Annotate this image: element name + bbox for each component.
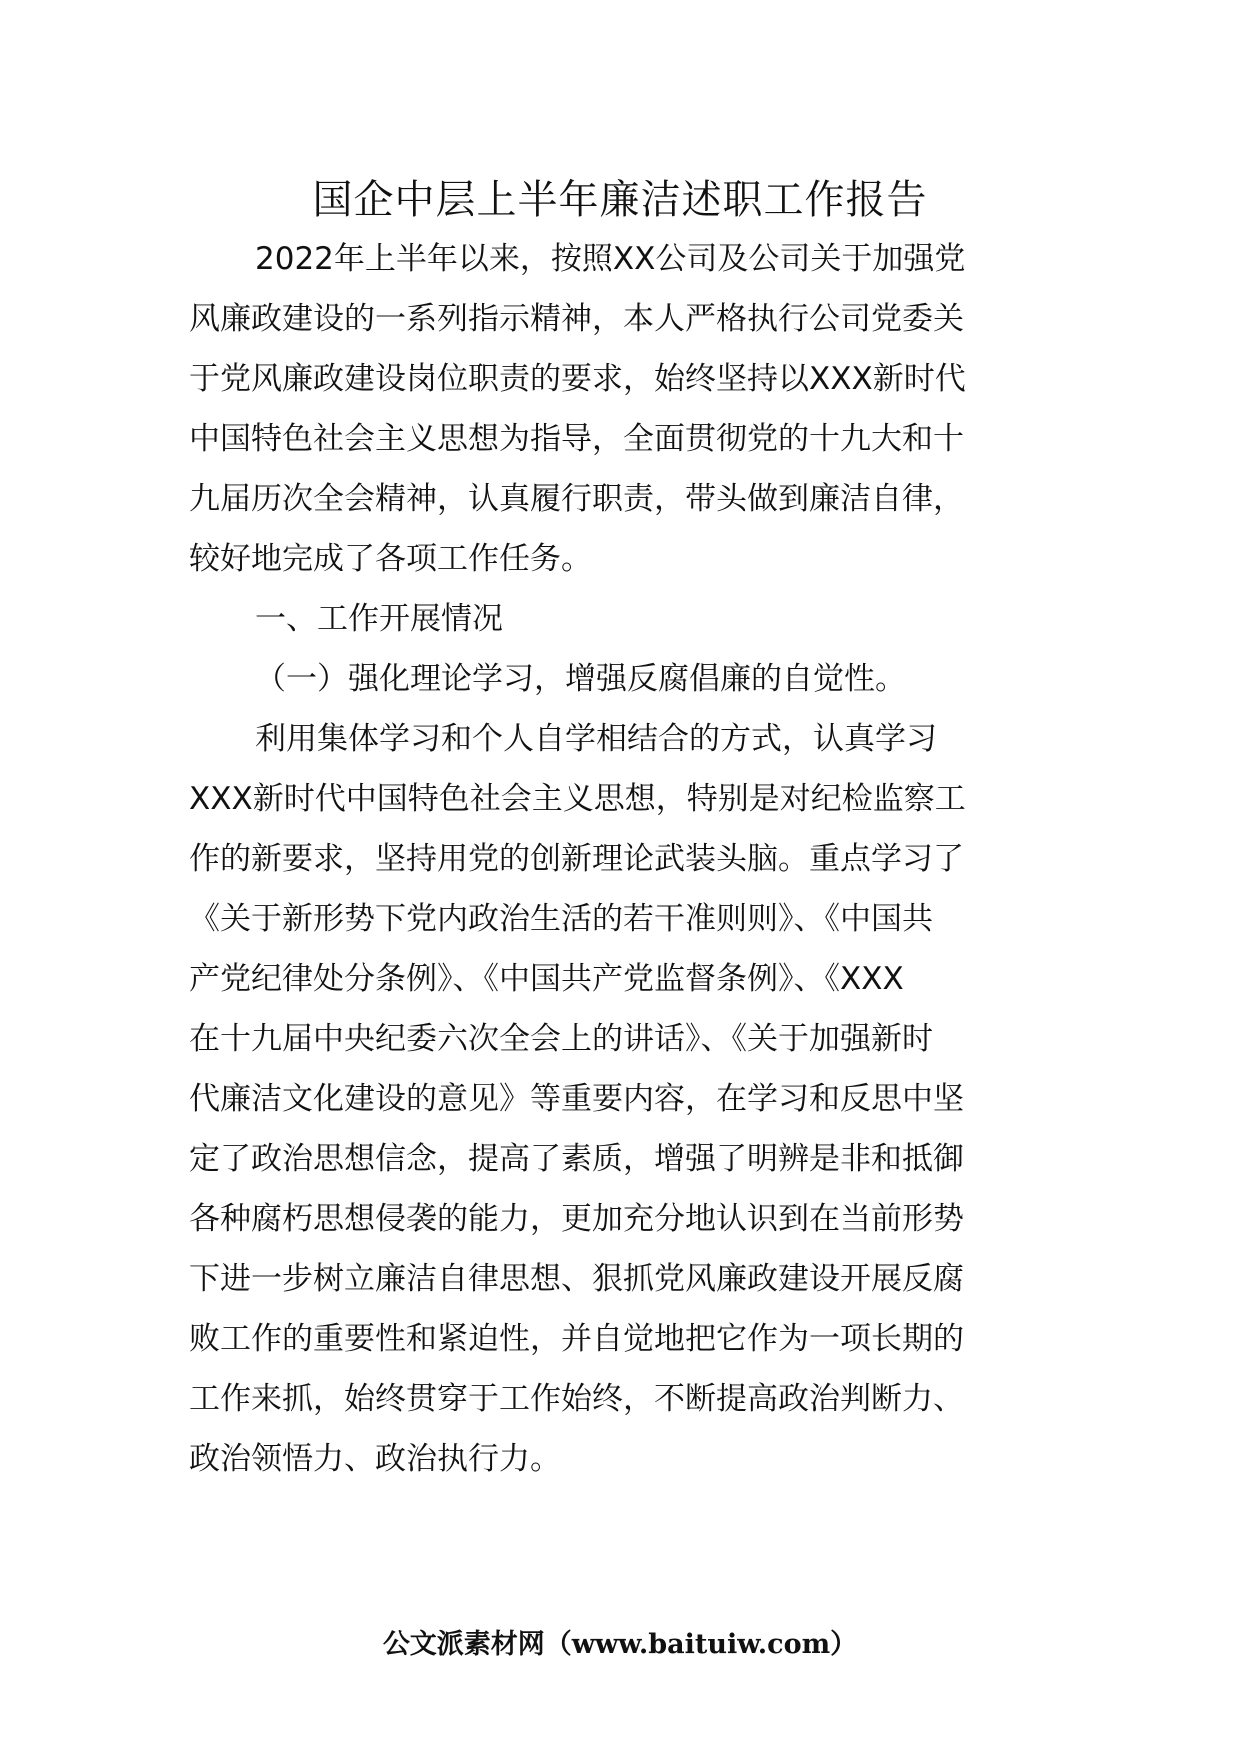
body-line: 下进一步树立廉洁自律思想、狠抓党风廉政建设开展反腐 [189,1261,964,1297]
document-title: 国企中层上半年廉洁述职工作报告 [312,177,928,223]
body-line: 2022年上半年以来，按照XX公司及公司关于加强党 [255,241,966,277]
body-line: 工作来抓，始终贯穿于工作始终，不断提高政治判断力、 [189,1381,964,1417]
body-line: 各种腐朽思想侵袭的能力，更加充分地认识到在当前形势 [189,1201,964,1237]
body-line: 败工作的重要性和紧迫性，并自觉地把它作为一项长期的 [189,1321,964,1357]
body-line: 在十九届中央纪委六次全会上的讲话》、《关于加强新时 [189,1021,933,1057]
body-line: 九届历次全会精神，认真履行职责，带头做到廉洁自律， [189,481,964,517]
footer-watermark: 公文派素材网（www.baituiw.com） [382,1629,858,1660]
body-line: XXX新时代中国特色社会主义思想，特别是对纪检监察工 [189,781,966,817]
body-line: 代廉洁文化建设的意见》等重要内容，在学习和反思中坚 [189,1081,964,1117]
body-line: 《关于新形势下党内政治生活的若干准则则》、《中国共 [189,901,933,937]
body-line: 利用集体学习和个人自学相结合的方式，认真学习 [255,721,937,757]
body-line: 定了政治思想信念，提高了素质，增强了明辨是非和抵御 [189,1141,964,1177]
body-line: 较好地完成了各项工作任务。 [189,541,592,577]
section-heading: 一、工作开展情况 [255,601,503,637]
body-line: 政治领悟力、政治执行力。 [189,1441,561,1477]
body-line: 作的新要求，坚持用党的创新理论武装头脑。重点学习了 [189,841,964,877]
body-line: 中国特色社会主义思想为指导，全面贯彻党的十九大和十 [189,421,964,457]
subsection-heading: （一）强化理论学习，增强反腐倡廉的自觉性。 [255,661,906,697]
body-line: 风廉政建设的一系列指示精神，本人严格执行公司党委关 [189,301,964,337]
body-line: 于党风廉政建设岗位职责的要求，始终坚持以XXX新时代 [189,361,966,397]
body-line: 产党纪律处分条例》、《中国共产党监督条例》、《XXX [189,961,904,997]
